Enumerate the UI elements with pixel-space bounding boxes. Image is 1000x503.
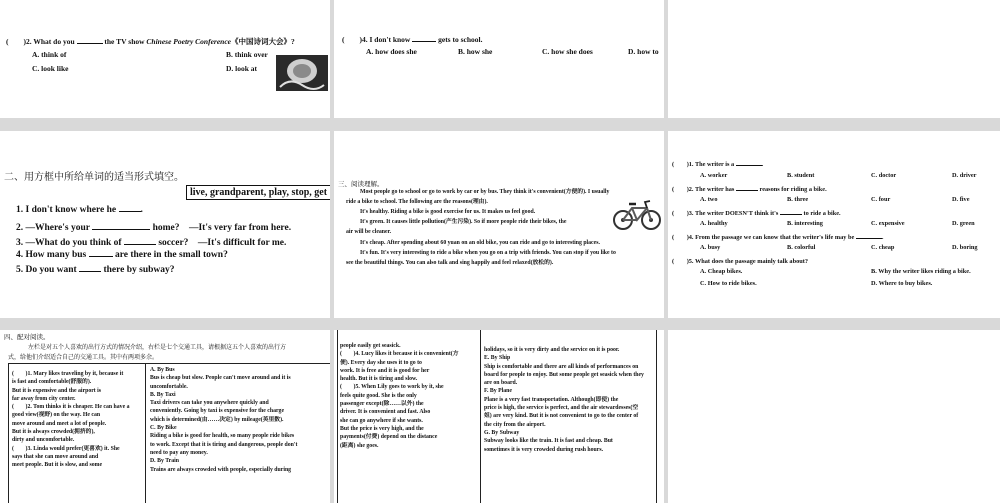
passage-line-8: see the beautiful things. You can also talk and sing happily and feel relaxed(放松的). — [346, 260, 554, 266]
q1-option-d: D. driver — [952, 172, 977, 179]
person-line-11: But the price is very high, and the — [340, 425, 424, 432]
q5-option-b: B. Why the writer likes riding a bike. — [871, 268, 971, 275]
transport-line-3: Ship is comfortable and there are all kinds of performances on — [484, 363, 639, 370]
poetry-show-image — [276, 55, 328, 91]
q3-option-c: C. expensive — [871, 220, 905, 227]
q5-option-a: A. Cheap bikes. — [700, 268, 743, 275]
transport-line-2: E. By Ship — [484, 355, 511, 362]
q4-option-d: D. boring — [952, 244, 978, 251]
question-4: ( )4. From the passage we can know that the writer's life may be . — [672, 234, 884, 241]
transport-line-1: holidays, so it is very dirty and the service on it is poor. — [484, 347, 620, 353]
bicycle-image — [612, 197, 662, 231]
transport-line-12: Subway looks like the train. It is fast and cheap. But — [484, 438, 613, 445]
answer-blank[interactable] — [124, 237, 156, 245]
table-right-border — [656, 330, 657, 503]
column-divider — [480, 330, 481, 503]
q2-option-b: B. three — [787, 196, 809, 203]
table-left-border — [337, 330, 338, 503]
transport-line-6: conveniently. Going by taxi is expensive for the charge — [150, 408, 285, 415]
person-line-12: payments(付费) depend on the distance — [340, 434, 438, 441]
transport-column — [150, 366, 328, 474]
person-line-8: But it is always crowded(拥挤的), — [12, 429, 95, 436]
transport-line-11: G. By Subway — [484, 429, 520, 436]
option-b: B. how she — [458, 47, 493, 56]
person-line-10: she can go anywhere if she wants. — [340, 417, 423, 424]
question-2: ( )2. What do you the TV show Chinese Poetry Conference《中国诗词大会》? — [6, 37, 295, 46]
person-line-9: dirty and uncomfortable. — [12, 437, 75, 444]
q3-option-b: B. interesting — [787, 220, 823, 227]
transport-line-4: board for people to enjoy. But some people get seasick when they — [484, 371, 644, 378]
section-title: 二、用方框中所给单词的适当形式填空。 — [4, 172, 184, 183]
q5-option-d: D. Where to buy bikes. — [871, 280, 933, 287]
person-line-8: passenger except(除……以外) the — [340, 401, 424, 408]
q5-option-c: C. How to ride bikes. — [700, 280, 757, 287]
person-line-11: says that she can move around and — [12, 453, 99, 460]
passage-line-4: It's green. It causes little pollution(产生污染). So if more people ride their bikes, the — [360, 219, 567, 225]
answer-blank[interactable] — [77, 36, 103, 44]
page-panel-1 — [0, 0, 330, 118]
person-line-3: But it is expensive and the airport is — [12, 387, 102, 394]
fill-line-2: 2. —Where's your home? —It's very far from here. — [16, 223, 292, 233]
q2-option-c: C. four — [871, 196, 891, 203]
option-d: D. look at — [226, 64, 258, 73]
transport-line-8: C. By Bike — [150, 425, 177, 432]
transport-column — [484, 346, 654, 454]
section-title: 三、阅读理解。 — [338, 180, 384, 188]
q1-option-c: C. doctor — [871, 172, 897, 179]
person-line-12: meet people. But it is slow, and some — [12, 462, 103, 469]
intro-line-2: 式，给他们介绍适合自己的交通工具。其中有两项多余。 — [8, 354, 159, 361]
transport-line-9: Riding a bike is good for health, so many people ride bikes — [150, 433, 295, 440]
q3-option-a: A. healthy — [700, 220, 728, 227]
person-line-7: feels quite good. She is the only — [340, 392, 417, 399]
q4-option-c: C. cheap — [871, 244, 895, 251]
passage-line-1: Most people go to school or go to work by car or by bus. They think it's convenient(方便的). I usually — [360, 189, 610, 195]
q4-option-b: B. colorful — [787, 244, 816, 251]
word-box: live, grandparent, play, stop, get — [186, 185, 330, 200]
passage-line-3: It's healthy. Riding a bike is good exercise for us. It makes us feel good. — [360, 209, 536, 215]
transport-line-1: A. By Bus — [150, 367, 175, 373]
person-line-6: ( )5. When Lily goes to work by it, she — [340, 384, 444, 391]
transport-line-7: Plane is a very fast transportation. Although(即使) the — [484, 396, 619, 403]
option-a: A. how does she — [366, 47, 417, 56]
transport-line-13: Trains are always crowded with people, especially during — [150, 466, 292, 473]
page-panel-9 — [668, 330, 1000, 503]
passage-line-6: It's cheap. After spending about 60 yuan on an old bike, you can ride and go to interesting places. — [360, 240, 600, 246]
fill-line-3: 3. —What do you think of soccer? —It's difficult for me. — [16, 238, 287, 248]
transport-line-5: are on board. — [484, 380, 518, 387]
people-column — [12, 370, 144, 470]
option-a: A. think of — [32, 50, 67, 59]
page-panel-7 — [0, 330, 330, 503]
option-c: C. how she does — [542, 47, 593, 56]
question-4: ( )4. I don't know gets to school. — [342, 35, 483, 44]
question-3: ( )3. The writer DOESN'T think it's to ride a bike. — [672, 210, 841, 217]
transport-line-10: the city from the airport. — [484, 421, 546, 428]
q3-option-d: D. green — [952, 220, 975, 227]
person-line-2: ( )4. Lucy likes it because it is convenient(方 — [340, 351, 459, 358]
fill-line-5: 5. Do you want there by subway? — [16, 265, 175, 275]
answer-blank[interactable] — [89, 249, 113, 257]
transport-line-10: to work. Except that it is tiring and dangerous, people don't — [150, 441, 298, 448]
transport-line-13: sometimes it is very crowded during rush hours. — [484, 446, 604, 453]
person-line-3: 便). Every day she uses it to go to — [340, 359, 422, 366]
option-b: B. think over — [226, 50, 268, 59]
transport-line-2: Bus is cheap but slow. People can't move around and it is — [150, 375, 291, 382]
page-panel-5 — [334, 131, 664, 318]
transport-line-3: uncomfortable. — [150, 383, 188, 390]
fill-line-1: 1. I don't know where he . — [16, 205, 143, 215]
person-line-10: ( )3. Linda would prefer(更喜欢) it. She — [12, 445, 120, 452]
q1-option-b: B. student — [787, 172, 815, 179]
page-panel-4 — [0, 131, 330, 318]
passage-line-5: air will be cleaner. — [346, 229, 392, 235]
answer-blank[interactable] — [92, 222, 150, 230]
q4-option-a: A. busy — [700, 244, 721, 251]
q2-option-d: D. five — [952, 196, 970, 203]
answer-blank[interactable] — [79, 264, 101, 272]
person-line-7: move around and meet a lot of people. — [12, 420, 107, 427]
option-c: C. look like — [32, 64, 69, 73]
answer-blank[interactable] — [736, 160, 762, 166]
page-panel-8 — [334, 330, 664, 503]
person-line-4: far away from city center. — [12, 395, 76, 402]
transport-line-4: B. By Taxi — [150, 391, 176, 398]
answer-blank[interactable] — [856, 233, 882, 239]
person-line-13: (距离) she goes. — [340, 442, 379, 449]
transport-line-7: which is determined(由……决定) by mileage(英里数). — [150, 416, 284, 423]
section-title: 四、配对阅读。 — [4, 333, 50, 341]
person-line-9: driver. It is convenient and fast. Also — [340, 409, 431, 416]
page-panel-3 — [668, 0, 1000, 118]
transport-line-9: 姐) are very kind. But it is not convenient to go to the center of — [484, 413, 639, 420]
question-5: ( )5. What does the passage mainly talk about? — [672, 258, 808, 265]
fill-line-4: 4. How many bus are there in the small town? — [16, 250, 228, 260]
person-line-5: ( )2. Tom thinks it is cheaper. He can have a — [12, 404, 130, 411]
person-line-4: work. It is free and it is good for her — [340, 367, 430, 374]
passage-line-2: ride a bike to school. The following are the reasons(理由). — [346, 199, 488, 205]
person-line-2: is fast and comfortable(舒服的). — [12, 379, 92, 386]
option-d: D. how to — [628, 47, 659, 56]
person-line-6: good view(视野) on the way. He can — [12, 412, 101, 419]
answer-blank[interactable] — [412, 34, 436, 42]
q2-option-a: A. two — [700, 196, 718, 203]
intro-line-1: 左栏是对五个人喜欢的出行方式的情况介绍，右栏是七个交通工具，请根据这五个人喜欢的出行方 — [28, 344, 287, 351]
transport-line-5: Taxi drivers can take you anywhere quickly and — [150, 400, 269, 407]
person-line-5: health. But it is tiring and slow. — [340, 376, 418, 383]
answer-blank[interactable] — [736, 185, 758, 191]
answer-blank[interactable] — [780, 209, 802, 215]
page-panel-6 — [668, 131, 1000, 318]
answer-blank[interactable] — [119, 204, 141, 212]
passage-line-7: It's fun. It's very interesting to ride a bike when you go on a trip with friends. You can stop if you like to — [360, 250, 616, 256]
transport-line-11: need to pay any money. — [150, 449, 208, 456]
q1-option-a: A. worker — [700, 172, 728, 179]
question-2: ( )2. The writer has reasons for riding a bike. — [672, 186, 827, 193]
page-panel-2 — [334, 0, 664, 118]
people-column — [340, 342, 478, 450]
column-divider — [145, 363, 146, 503]
question-1: ( )1. The writer is a . — [672, 161, 764, 168]
transport-line-8: price is high, the service is perfect, and the air stewardesses(空 — [484, 405, 639, 412]
transport-line-12: D. By Train — [150, 458, 179, 465]
transport-line-6: F. By Plane — [484, 388, 512, 395]
person-line-1: ( )1. Mary likes traveling by it, because it — [12, 371, 124, 377]
person-line-1: people easily get seasick. — [340, 343, 401, 349]
